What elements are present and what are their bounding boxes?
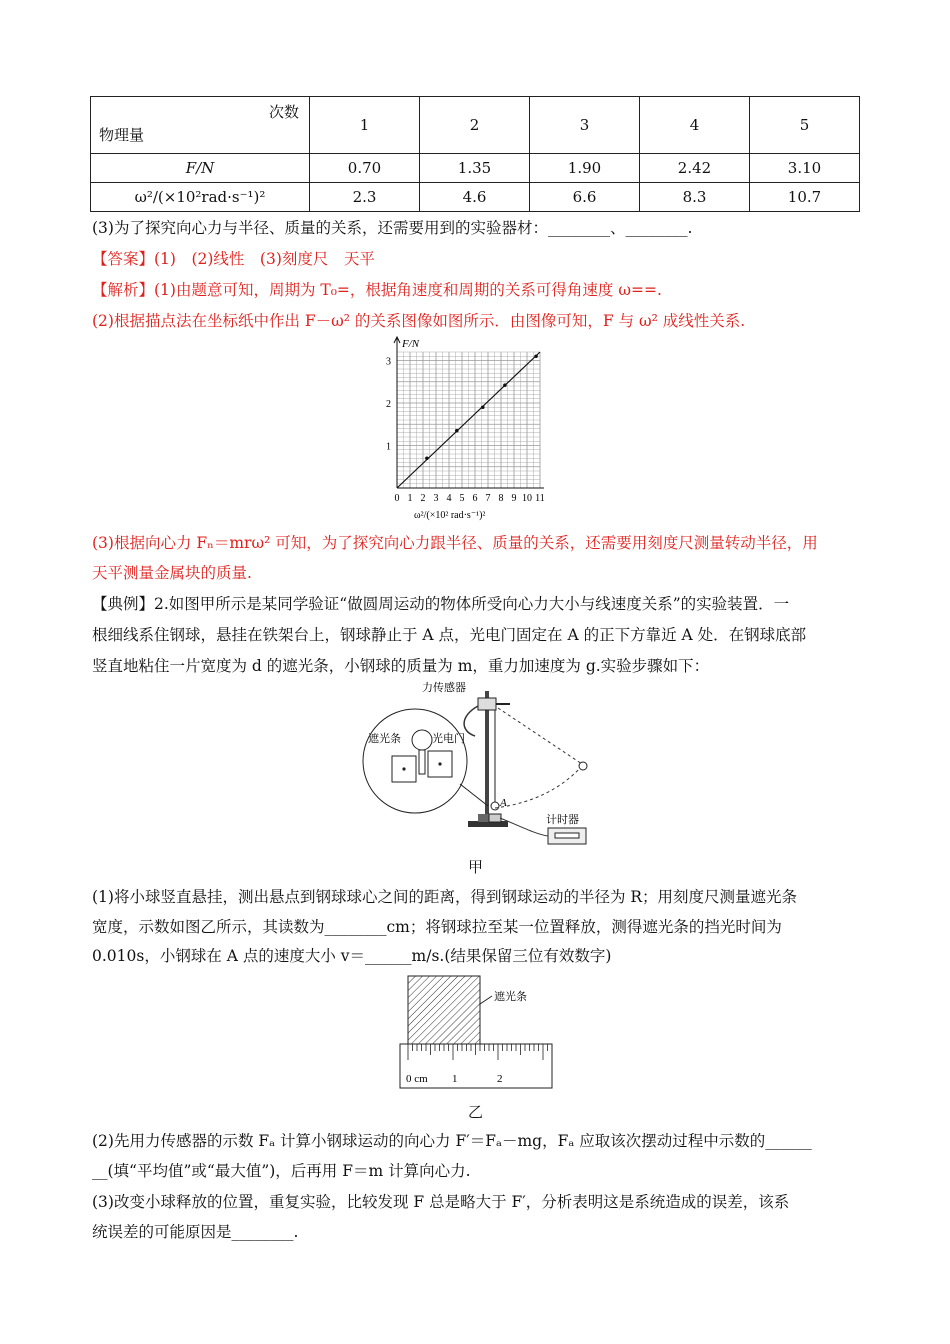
y-tick-label: 3 [386, 356, 391, 368]
analysis-1-text: 【解析】(1)由题意可知，周期为 T₀=，根据角速度和周期的关系可得角速度 ω==. [92, 281, 662, 299]
shade-label: 遮光条 [368, 733, 401, 745]
gate-dot [402, 767, 405, 770]
column-header: 5 [750, 97, 860, 154]
force-sensor-box [478, 698, 496, 710]
x-tick-label: 5 [459, 493, 465, 504]
column-header: 2 [420, 97, 530, 154]
data-point [455, 429, 459, 433]
released-ball [579, 762, 587, 770]
header-corner-cell [91, 97, 310, 154]
table-cell: 1.35 [420, 154, 530, 183]
ruler-label-1: 1 [452, 1073, 458, 1085]
step1-line1: (1)将小球竖直悬挂，测出悬点到钢球球心之间的距离，得到钢球运动的半径为 R；用刻度尺测量遮光条 [92, 888, 798, 906]
figure-yi-caption: 乙 [468, 1103, 484, 1121]
photogate-box [489, 814, 501, 822]
column-header: 1 [310, 97, 420, 154]
analysis-3-line1: (3)根据向心力 Fₙ＝mrω² 可知，为了探究向心力跟半径、质量的关系，还需要用刻度尺测量转动半径，用 [92, 534, 818, 552]
y-axis-label: F/N [402, 338, 420, 350]
x-tick-label: 8 [498, 493, 504, 504]
x-tick-label: 7 [485, 493, 491, 504]
x-tick-label: 0 [394, 493, 400, 504]
shade-strip [408, 976, 480, 1046]
y-tick-label: 2 [386, 399, 391, 410]
table-cell: 10.7 [750, 183, 860, 212]
step1-line2: 宽度，示数如图乙所示，其读数为________cm；将钢球拉至某一位置释放，测得遮光条的挡光时间为 [92, 918, 782, 936]
step1-line3: 0.010s，小钢球在 A 点的速度大小 v＝______m/s.(结果保留三位有效数字) [92, 947, 612, 965]
gate-dot [438, 762, 441, 765]
header-top-label: 次数 [268, 103, 299, 121]
table-cell: 3.10 [750, 154, 860, 183]
analysis-3-line2: 天平测量金属块的质量. [92, 564, 252, 582]
zoom-shade-strip [419, 750, 425, 774]
figure-jia-apparatus [350, 676, 600, 851]
zoom-pointer [460, 784, 488, 806]
steel-ball [491, 802, 499, 810]
ruler-label-0: 0 cm [406, 1073, 428, 1085]
table-cell: 0.70 [310, 154, 420, 183]
step3-line2: 统误差的可能原因是________. [92, 1223, 299, 1241]
x-tick-label: 3 [433, 493, 439, 504]
step2-line1: (2)先用力传感器的示数 Fₐ 计算小钢球运动的向心力 F′＝Fₐ－mg，Fₐ 应取该次摆动过程中示数的______ [92, 1132, 812, 1150]
table-cell: 4.6 [420, 183, 530, 212]
column-header: 4 [640, 97, 750, 154]
point-a-label: A [500, 797, 507, 809]
ruler-label-2: 2 [497, 1073, 503, 1085]
zoom-ball [412, 730, 432, 750]
row-label: F/N [91, 154, 310, 183]
x-tick-label: 2 [420, 493, 426, 504]
gate-label: 光电门 [432, 733, 465, 745]
column-header: 3 [530, 97, 640, 154]
figure-yi-ruler [396, 974, 556, 1092]
example-line3: 竖直地粘住一片宽度为 d 的遮光条，小钢球的质量为 m，重力加速度为 g.实验步骤如下： [92, 657, 710, 675]
table-cell: 8.3 [640, 183, 750, 212]
table-header-row [91, 97, 860, 154]
sensor-cable [464, 706, 478, 736]
x-tick-label: 6 [472, 493, 478, 504]
step3-line1: (3)改变小球释放的位置，重复实验，比较发现 F 总是略大于 F′，分析表明这是系统造成的误差，该系 [92, 1193, 790, 1211]
force-sensor-label: 力传感器 [422, 682, 466, 694]
table-row [91, 154, 860, 183]
shade-pointer [480, 996, 492, 1004]
table-row [91, 183, 860, 212]
x-tick-label: 10 [522, 493, 532, 504]
example-line2: 根细线系住钢球，悬挂在铁架台上，钢球静止于 A 点，光电门固定在 A 的正下方靠近 A 处．在钢球底部 [92, 626, 807, 644]
table-cell: 2.3 [310, 183, 420, 212]
x-axis-label: ω²/(×10² rad·s⁻¹)² [414, 510, 486, 521]
answer-text: 【答案】(1) (2)线性 (3)刻度尺 天平 [92, 250, 375, 268]
x-tick-label: 9 [511, 493, 517, 504]
f-omega-chart [370, 334, 570, 524]
data-point [481, 405, 485, 409]
data-table [90, 96, 860, 212]
timer-label: 计时器 [546, 814, 579, 826]
row-label: ω²/(×10²rad·s⁻¹)² [91, 183, 310, 212]
dashed-string [498, 708, 582, 764]
trajectory-arc [495, 766, 582, 808]
table-cell: 6.6 [530, 183, 640, 212]
x-tick-label: 4 [446, 493, 452, 504]
timer-display [555, 833, 579, 838]
shade-label: 遮光条 [494, 991, 527, 1003]
data-point [503, 383, 507, 387]
y-tick-label: 1 [386, 441, 391, 453]
x-tick-label: 11 [535, 493, 545, 504]
analysis-2-text: (2)根据描点法在坐标纸中作出 F－ω² 的关系图像如图所示．由图像可知，F 与 ω² 成线性关系. [92, 312, 746, 330]
data-point [425, 456, 429, 460]
question-3-text: (3)为了探究向心力与半径、质量的关系，还需要用到的实验器材：________、________. [92, 219, 693, 237]
example-line1: 【典例】2.如图甲所示是某同学验证“做圆周运动的物体所受向心力大小与线速度关系”的实验装置．一 [92, 595, 790, 613]
step2-line2: __(填“平均值”或“最大值”)，后再用 F＝m 计算向心力. [92, 1162, 471, 1180]
data-point [534, 354, 538, 358]
header-bottom-label: 物理量 [99, 126, 145, 144]
table-cell: 1.90 [530, 154, 640, 183]
x-tick-label: 1 [407, 493, 413, 504]
table-cell: 2.42 [640, 154, 750, 183]
figure-jia-caption: 甲 [468, 858, 484, 876]
